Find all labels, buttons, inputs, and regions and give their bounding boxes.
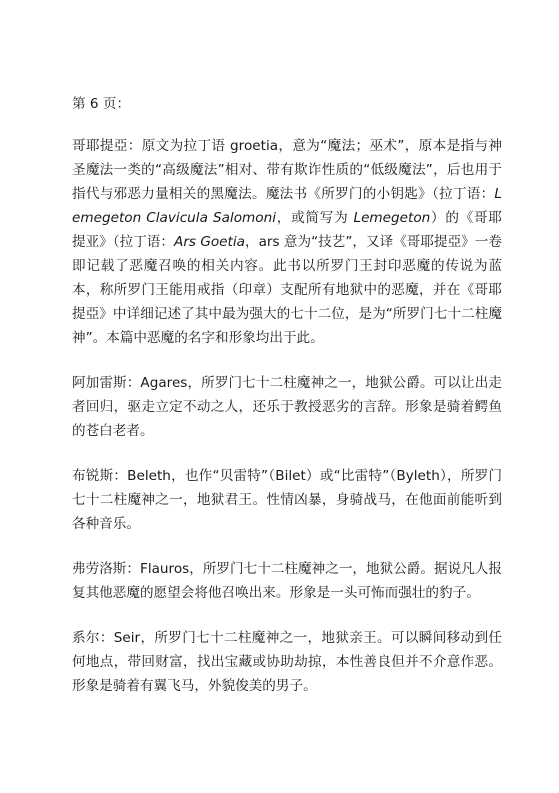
entry-goetia bbox=[72, 134, 502, 350]
text-segment: ，或简写为 bbox=[275, 210, 354, 226]
document-page bbox=[72, 92, 502, 698]
entry-beleth bbox=[72, 464, 502, 536]
text-segment: 系尔：Seir，所罗门七十二柱魔神之一，地狱亲王。可以瞬间移动到任何地点，带回财富，找出宝藏或协助劫掠，本性善良但并不介意作恶。形象是骑着有翼飞马，外貌俊美的男子。 bbox=[72, 630, 502, 694]
text-segment: 哥耶提亞：原文为拉丁语 groetia，意为“魔法；巫术”，原本是指与神圣魔法一类的“高级魔法”相对、带有欺诈性质的“低级魔法”，后也用于指代与邪恶力量相关的黑魔法。魔法书《所罗门的小钥匙》（拉丁语： bbox=[72, 138, 502, 202]
text-segment: ）的《哥耶提亚》（拉丁语： bbox=[72, 210, 502, 250]
text-segment-italic: Ars Goetia bbox=[174, 234, 245, 250]
text-segment: 阿加雷斯：Agares，所罗门七十二柱魔神之一，地狱公爵。可以让出走者回归，驱走立定不动之人，还乐于教授恶劣的言辞。形象是骑着鳄鱼的苍白老者。 bbox=[72, 375, 502, 439]
entry-seir bbox=[72, 626, 502, 698]
text-segment-italic: Lemegeton Clavicula Salomoni bbox=[72, 186, 502, 226]
entry-flauros bbox=[72, 557, 502, 605]
text-segment: 弗劳洛斯：Flauros，所罗门七十二柱魔神之一，地狱公爵。据说凡人报复其他恶魔的愿望会将他召唤出来。形象是一头可怖而强壮的豹子。 bbox=[72, 561, 502, 601]
page-title: 第 6 页： bbox=[72, 96, 131, 112]
text-segment: 布锐斯：Beleth，也作“贝雷特”（Bilet）或“比雷特”（Byleth），所罗门七十二柱魔神之一，地狱君王。性情凶暴，身骑战马，在他面前能听到各种音乐。 bbox=[72, 468, 502, 532]
text-segment: ，ars 意为“技艺”，又译《哥耶提亞》一卷即记载了恶魔召唤的相关内容。此书以所罗门王封印恶魔的传说为蓝本，称所罗门王能用戒指（印章）支配所有地狱中的恶魔，并在《哥耶提亞》中详细记述了其中最为强大的七十二位，是为“所罗门七十二柱魔神”。本篇中恶魔的名字和形象均出于此。 bbox=[72, 234, 503, 346]
entry-agares bbox=[72, 371, 502, 443]
text-segment-italic: Lemegeton bbox=[353, 210, 431, 226]
